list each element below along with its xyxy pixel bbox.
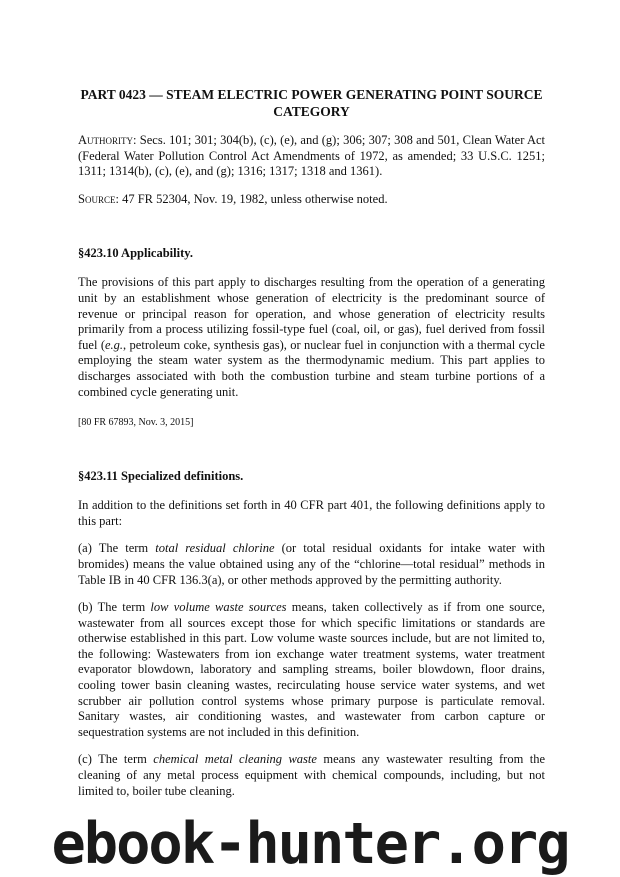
section-423-11-heading: §423.11 Specialized definitions.: [78, 469, 244, 484]
page-title: PART 0423 — STEAM ELECTRIC POWER GENERATING POINT SOURCE CATEGORY: [80, 87, 543, 119]
definition-b-term: low volume waste sources: [150, 600, 287, 615]
section-423-11-intro: In addition to the definitions set forth in 40 CFR part 401, the following definitions apply to this part:: [78, 498, 545, 528]
authority-text: Secs. 101; 301; 304(b), (c), (e), and (g); 306; 307; 308 and 501, Clean Water Act (Federal Water Pollution Control Act Amendments of 1972, as amended; 33 U.S.C. 1251; 1311; 1314(b), (c), (e), and (g); 1316; 1317; 1318 and 1361).: [78, 133, 545, 179]
source-label: Source: [78, 191, 116, 206]
source-text: 47 FR 52304, Nov. 19, 1982, unless otherwise noted.: [122, 191, 388, 206]
watermark: ebook-hunter.org: [51, 811, 569, 877]
document-page: [78, 0, 545, 799]
definition-a-term: total residual chlorine: [155, 541, 275, 556]
section-423-10-heading: §423.10 Applicability.: [78, 246, 193, 261]
definition-c-term: chemical metal cleaning waste: [153, 752, 317, 767]
section-423-10-body: The provisions of this part apply to discharges resulting from the operation of a generating unit by an establishment whose generation of electricity is the predominant source of revenue or principal reason for operation, and whose generation of electricity results primarily from a process utilizing fossil-type fuel (coal, oil, or gas), fuel derived from fossil fuel (e.g., petroleum coke, synthesis gas), or nuclear fuel in conjunction with a thermal cycle employing the steam water system as the thermodynamic medium. This part applies to discharges associated with both the combustion turbine and steam turbine portions of a combined cycle generating unit.: [78, 275, 545, 399]
authority-label: Authority: [78, 133, 134, 147]
source-paragraph: Source: 47 FR 52304, Nov. 19, 1982, unless otherwise noted.: [78, 191, 388, 206]
section-423-10-citation: [80 FR 67893, Nov. 3, 2015]: [78, 417, 194, 429]
authority-paragraph: Authority: Secs. 101; 301; 304(b), (c), (e), and (g); 306; 307; 308 and 501, Clean Water Act (Federal Water Pollution Control Act Amendments of 1972, as amended; 33 U.S.C. 1251; 1311; 1314(b), (c), (e), and (g); 1316; 1317; 1318 and 1361).: [78, 133, 545, 179]
definition-b: (b) The term low volume waste sources means, taken collectively as if from one source, wastewater from all sources except those for which specific limitations or standards are otherwise established in this part. Low volume waste sources include, but are not limited to, the following: Wastewaters from ion exchange water treatment systems, water treatment evaporator blowdown, laboratory and sampling streams, boiler blowdown, floor drains, cooling tower basin cleaning wastes, recirculating house service water systems, and wet scrubber air pollution control systems whose primary purpose is particulate removal. Sanitary wastes, air conditioning wastes, and wastewater from carbon capture or sequestration systems are not included in this definition.: [78, 600, 545, 739]
definition-a: (a) The term total residual chlorine (or total residual oxidants for intake water with bromides) means the value obtained using any of the “chlorine—total residual” methods in Table IB in 40 CFR 136.3(a), or other methods approved by the permitting authority.: [78, 541, 545, 587]
definition-c: (c) The term chemical metal cleaning waste means any wastewater resulting from the cleaning of any metal process equipment with chemical compounds, including, but not limited to, boiler tube cleaning.: [78, 752, 546, 798]
